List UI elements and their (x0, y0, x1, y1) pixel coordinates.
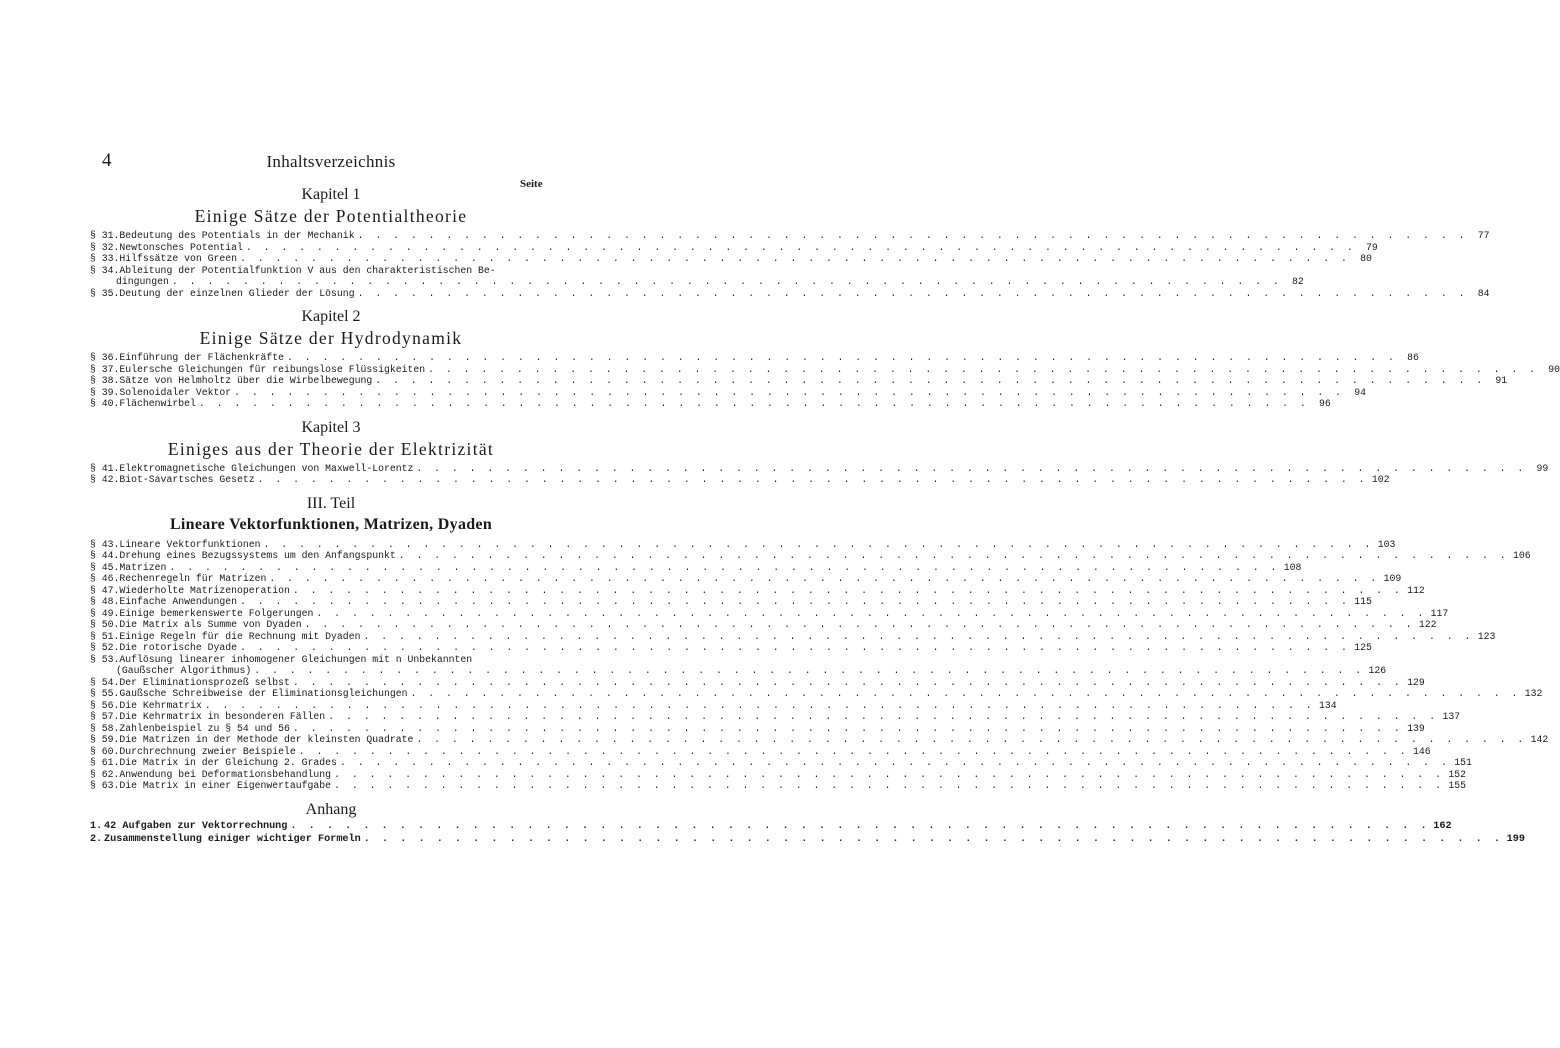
toc-entry (90, 757, 1472, 769)
dot-leader (169, 276, 1282, 288)
entry-title: Hilfssätze von Green (119, 253, 237, 264)
entry-title: Die Matrizen in der Methode der kleinsten Quadrate (119, 734, 414, 745)
page-ref: 108 (1283, 561, 1302, 573)
page-ref: 84 (1477, 287, 1490, 299)
entry-title: Gaußsche Schreibweise der Eliminationsgleichungen (119, 688, 408, 699)
entry-title: Die Kehrmatrix in besonderen Fällen (119, 711, 326, 722)
entry-title: Biot-Savartsches Gesetz (119, 474, 255, 485)
chapter-title: Einige Sätze der Hydrodynamik (199, 328, 463, 348)
dot-leader (361, 833, 1503, 846)
entry-title: Auflösung linearer inhomogener Gleichungen mit n Unbekannten (119, 653, 473, 665)
toc-entry (90, 734, 1549, 746)
dot-leader (202, 700, 1315, 712)
dot-leader (237, 642, 1350, 654)
page-ref: 139 (1407, 722, 1425, 734)
dot-leader (255, 474, 1368, 486)
dot-leader (372, 375, 1485, 387)
page-ref: 96 (1318, 398, 1331, 409)
page-ref: 80 (1360, 253, 1372, 264)
entry-title: Sätze von Helmholtz über die Wirbelbewegung (119, 375, 373, 386)
toc-entry (90, 833, 1525, 846)
page-ref: 94 (1354, 386, 1366, 398)
entry-title: Einige bemerkenswerte Folgerungen (119, 607, 314, 619)
entry-list (90, 230, 1490, 299)
appendix-title: Anhang (305, 800, 357, 818)
toc-entry (90, 711, 1461, 723)
section-number: § 42. (90, 474, 120, 485)
section-number: § 32. (90, 241, 120, 253)
page-ref: 86 (1407, 352, 1419, 363)
entry-title: (Gaußscher Algorithmus) (116, 665, 252, 676)
toc-entry (90, 363, 1560, 376)
section-number: § 47. (90, 584, 120, 596)
dot-leader (425, 364, 1538, 376)
dot-leader (313, 608, 1426, 620)
section-number: § 44. (90, 550, 120, 561)
page-ref: 134 (1318, 699, 1337, 711)
entry-title: Die Matrix in einer Eigenwertaufgabe (119, 780, 332, 791)
entry-title: Ableitung der Potentialfunktion V aus den charakteristischen Be- (119, 264, 496, 276)
entry-list (90, 462, 1549, 486)
dot-leader (396, 550, 1509, 562)
dot-leader (290, 723, 1403, 735)
dot-leader (196, 398, 1309, 410)
chapter-title: Lineare Vektorfunktionen, Matrizen, Dyaden (169, 515, 493, 533)
entry-title: Deutung der einzelnen Glieder der Lösung (119, 287, 355, 299)
toc-entry (90, 596, 1372, 608)
dot-leader (413, 463, 1526, 475)
toc-entry (90, 642, 1372, 654)
section-number: § 46. (90, 573, 120, 584)
dot-leader (237, 596, 1350, 608)
appendix-list (90, 820, 1525, 846)
section-number: § 50. (90, 619, 120, 630)
dot-leader (290, 677, 1403, 689)
toc-entry (90, 676, 1425, 689)
page-ref: 137 (1442, 711, 1461, 722)
page-ref: 155 (1448, 780, 1466, 791)
toc-entry (90, 550, 1531, 562)
toc-entry (90, 619, 1437, 631)
section-number: § 36. (90, 352, 120, 363)
entry-title: Die Matrix als Summe von Dyaden (119, 619, 302, 630)
entry-title: Elektromagnetische Gleichungen von Maxwell-Lorentz (119, 462, 414, 474)
section-number: § 41. (90, 462, 120, 474)
toc-entry (90, 375, 1508, 387)
dot-leader (296, 746, 1409, 758)
entry-title: Die rotorische Dyade (119, 642, 237, 653)
section-number: § 31. (90, 230, 120, 241)
dot-leader (355, 288, 1468, 300)
section-number: § 58. (90, 722, 120, 734)
dot-leader (407, 688, 1520, 700)
entry-title: Durchrechnung zweier Beispiele (119, 745, 296, 757)
page-ref: 126 (1368, 665, 1387, 676)
page-ref: 77 (1477, 230, 1490, 241)
section-number: § 55. (90, 688, 120, 699)
page-ref: 91 (1495, 375, 1508, 386)
section-number: § 60. (90, 745, 120, 757)
dot-leader (243, 242, 1356, 254)
toc-entry (90, 630, 1496, 643)
page-ref: 115 (1354, 596, 1372, 607)
entry-title: Drehung eines Bezugssystems um den Anfangspunkt (119, 550, 396, 561)
section-number: § 61. (90, 757, 120, 768)
dot-leader (302, 619, 1415, 631)
toc-entry (90, 265, 572, 277)
dot-leader (251, 665, 1364, 677)
entry-title: Der Eliminationsprozeß selbst (119, 676, 290, 688)
chapter-block (90, 307, 1560, 410)
dot-leader (237, 253, 1350, 265)
page-ref: 162 (1433, 820, 1452, 832)
section-number: § 52. (90, 642, 120, 653)
chapter-label: Kapitel 3 (301, 418, 361, 436)
entry-list (90, 538, 1549, 792)
section-number: § 63. (90, 780, 120, 791)
table-of-contents (90, 185, 1560, 846)
entry-title: Lineare Vektorfunktionen (119, 538, 261, 550)
page-ref: 142 (1530, 734, 1549, 745)
entry-title: 42 Aufgaben zur Vektorrechnung (104, 820, 288, 832)
dot-leader (287, 820, 1429, 833)
page-ref: 117 (1430, 607, 1449, 619)
chapter-label: Kapitel 1 (301, 186, 361, 203)
page-number: 4 (102, 150, 112, 171)
chapter-title: Einiges aus der Theorie der Elektrizität (167, 438, 495, 459)
entry-title: Einfache Anwendungen (119, 596, 237, 607)
page-ref: 152 (1448, 768, 1466, 780)
toc-entry (90, 820, 1452, 833)
seite-label: Seite (520, 178, 543, 190)
dot-leader (413, 734, 1526, 746)
entry-title: Bedeutung des Potentials in der Mechanik (119, 230, 355, 241)
toc-entry (90, 665, 1387, 677)
section-number: § 49. (90, 607, 120, 619)
page-ref: 199 (1506, 833, 1525, 845)
entry-title: dingungen (116, 276, 169, 287)
toc-entry (90, 745, 1431, 758)
dot-leader (331, 780, 1444, 792)
section-number: § 53. (90, 653, 120, 665)
dot-leader (331, 769, 1444, 781)
entry-title: Newtonsches Potential (119, 241, 243, 253)
page-ref: 106 (1512, 550, 1531, 561)
toc-entry (90, 722, 1425, 735)
page-ref: 122 (1418, 619, 1437, 630)
entry-list (90, 352, 1560, 410)
entry-title: Solenoidaler Vektor (119, 386, 232, 398)
toc-entry (90, 561, 1302, 574)
entry-title: Zahlenbeispiel zu § 54 und 56 (119, 722, 290, 734)
entry-title: Rechenregeln für Matrizen (119, 573, 267, 584)
section-number: § 51. (90, 630, 120, 642)
page-ref: 146 (1413, 745, 1431, 757)
page-ref: 125 (1354, 642, 1372, 653)
section-number: § 34. (90, 264, 120, 276)
dot-leader (360, 631, 1473, 643)
chapter-block (90, 418, 1549, 486)
entry-title: Einführung der Flächenkräfte (119, 352, 285, 363)
toc-entry (90, 474, 1390, 486)
section-number: § 40. (90, 398, 120, 409)
entry-title: Anwendung bei Deformationsbehandlung (119, 768, 332, 780)
toc-entry (90, 780, 1466, 792)
toc-entry (90, 230, 1490, 242)
toc-entry (90, 584, 1425, 597)
page-ref: 79 (1366, 241, 1378, 253)
page-ref: 123 (1477, 630, 1496, 642)
dot-leader (266, 573, 1379, 585)
dot-leader (290, 585, 1403, 597)
entry-title: Die Matrix in der Gleichung 2. Grades (119, 757, 337, 768)
section-number: § 59. (90, 734, 120, 745)
toc-entry (90, 573, 1402, 585)
section-number: 1. (90, 820, 103, 832)
toc-entry (90, 688, 1543, 700)
chapter-label: Kapitel 2 (301, 308, 361, 325)
page-ref: 132 (1524, 688, 1543, 699)
page-ref: 102 (1371, 474, 1390, 485)
toc-entry (90, 768, 1466, 781)
toc-entry (90, 654, 572, 666)
section-number: § 37. (90, 363, 120, 375)
section-number: § 48. (90, 596, 120, 607)
entry-title: Wiederholte Matrizenoperation (119, 584, 290, 596)
section-number: § 38. (90, 375, 120, 386)
dot-leader (231, 387, 1344, 399)
chapter-title: Einige Sätze der Potentialtheorie (194, 206, 468, 226)
entry-title: Matrizen (119, 561, 167, 573)
toc-entry (90, 352, 1419, 364)
entry-title: Die Kehrmatrix (119, 699, 202, 711)
entry-title: Flächenwirbel (119, 398, 196, 409)
section-number: § 54. (90, 676, 120, 688)
dot-leader (261, 539, 1374, 551)
section-number: 2. (90, 833, 103, 845)
dot-leader (325, 711, 1438, 723)
appendix-block (90, 800, 1525, 846)
toc-entry (90, 607, 1449, 620)
section-number: § 33. (90, 253, 120, 264)
entry-title: Eulersche Gleichungen für reibungslose Flüssigkeiten (119, 363, 426, 375)
section-number: § 62. (90, 768, 120, 780)
running-head: Inhaltsverzeichnis (266, 152, 396, 171)
page-ref: 151 (1454, 757, 1472, 768)
section-number: § 45. (90, 561, 120, 573)
page-ref: 129 (1407, 676, 1425, 688)
section-number: § 43. (90, 538, 120, 550)
toc-entry (90, 253, 1372, 265)
page-ref: 90 (1548, 363, 1560, 375)
chapter-block (90, 494, 1549, 792)
section-number: § 35. (90, 287, 120, 299)
toc-entry (90, 276, 1304, 288)
dot-leader (355, 230, 1468, 242)
toc-entry (90, 287, 1490, 300)
entry-title: Einige Regeln für die Rechnung mit Dyaden (119, 630, 361, 642)
toc-entry (90, 398, 1331, 410)
dot-leader (284, 352, 1397, 364)
page-ref: 99 (1536, 462, 1549, 474)
chapter-block (90, 185, 1490, 299)
page-ref: 112 (1407, 584, 1425, 596)
dot-leader (166, 562, 1279, 574)
dot-leader (337, 757, 1450, 769)
page-ref: 109 (1383, 573, 1402, 584)
toc-entry (90, 386, 1366, 399)
section-number: § 56. (90, 699, 120, 711)
toc-entry (90, 462, 1549, 475)
page-ref: 103 (1377, 538, 1396, 550)
section-number: § 57. (90, 711, 120, 722)
toc-entry (90, 241, 1378, 254)
toc-entry (90, 538, 1396, 551)
toc-entry (90, 699, 1337, 712)
chapter-label: III. Teil (306, 494, 356, 512)
entry-title: Zusammenstellung einiger wichtiger Formeln (104, 833, 361, 845)
section-number: § 39. (90, 386, 120, 398)
page-ref: 82 (1292, 276, 1304, 287)
